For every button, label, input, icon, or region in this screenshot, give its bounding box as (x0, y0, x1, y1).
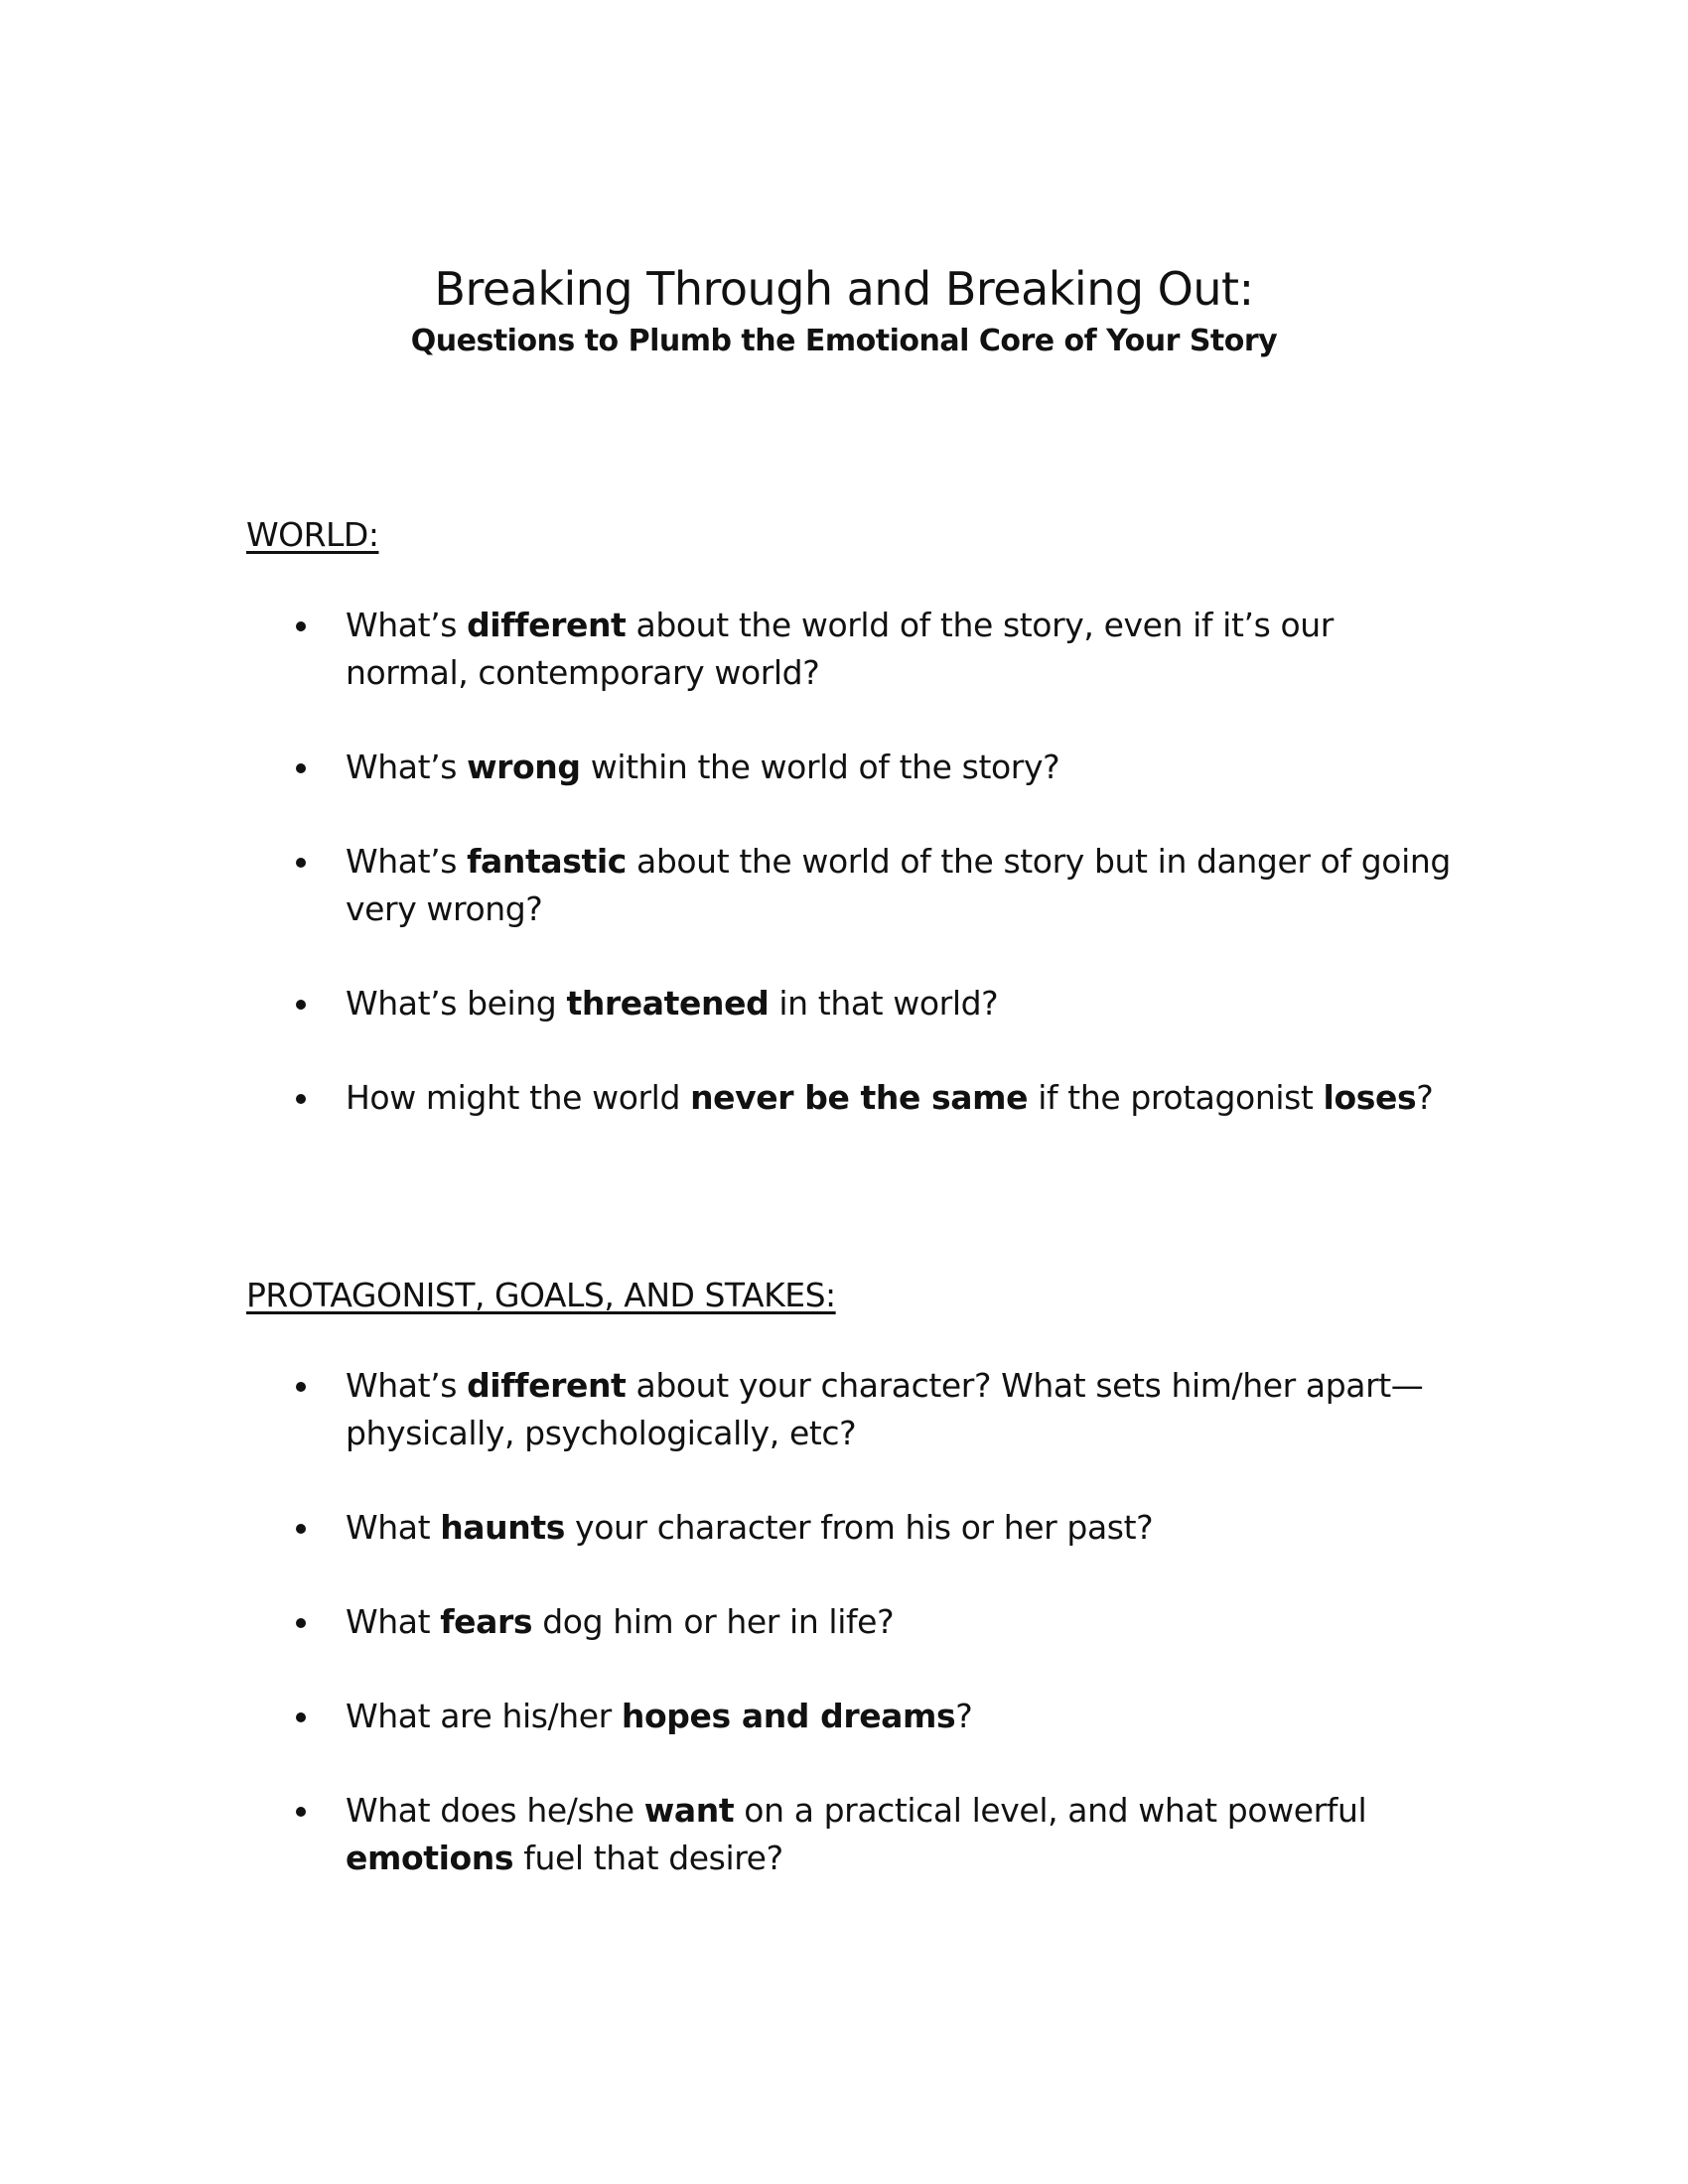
section-heading-world: WORLD: (246, 515, 379, 554)
bullet-icon (296, 621, 306, 631)
bullet-icon (296, 858, 306, 868)
question-emphasis: different (467, 606, 627, 644)
question-item (246, 1787, 1458, 1882)
question-text: What (346, 1508, 441, 1547)
question-text: What (346, 1602, 441, 1641)
question-emphasis: never be the same (690, 1078, 1029, 1117)
document-title: Breaking Through and Breaking Out: (434, 262, 1254, 316)
question-text: if the protagonist (1028, 1078, 1324, 1117)
question-emphasis: fantastic (467, 842, 627, 881)
question-item (246, 744, 1458, 791)
bullet-icon (296, 1618, 306, 1628)
question-item (246, 1504, 1458, 1552)
question-item (246, 980, 1458, 1027)
question-text: about your character? What sets him/her apart—physically, psychologically, etc? (346, 1366, 1424, 1452)
question-text: ? (955, 1697, 973, 1735)
question-item (246, 1598, 1458, 1646)
question-item (246, 838, 1458, 933)
bullet-icon (296, 1000, 306, 1010)
question-emphasis: want (643, 1791, 735, 1830)
bullet-icon (296, 1524, 306, 1534)
question-emphasis: fears (440, 1602, 533, 1641)
protagonist-question-list (246, 1362, 1458, 1882)
question-text: What does he/she (346, 1791, 644, 1830)
question-item (246, 1693, 1458, 1740)
world-question-list (246, 602, 1458, 1122)
bullet-icon (296, 763, 306, 773)
question-text: about the world of the story, even if it’s our normal, contemporary world? (346, 606, 1334, 692)
question-emphasis: wrong (467, 748, 581, 786)
question-text: What’s being (346, 984, 567, 1023)
question-emphasis: emotions (346, 1839, 514, 1877)
section-heading-protagonist: PROTAGONIST, GOALS, AND STAKES: (246, 1276, 836, 1314)
question-text: What’s (346, 1366, 468, 1405)
document-subtitle: Questions to Plumb the Emotional Core of Your Story (410, 324, 1278, 358)
question-text: What’s (346, 842, 468, 881)
bullet-icon (296, 1807, 306, 1817)
question-text: ? (1416, 1078, 1434, 1117)
question-text: What’s (346, 606, 468, 644)
question-item (246, 602, 1458, 697)
question-text: What are his/her (346, 1697, 622, 1735)
question-text: your character from his or her past? (564, 1508, 1154, 1547)
question-emphasis: hopes and dreams (621, 1697, 956, 1735)
question-text: in that world? (769, 984, 999, 1023)
question-item (246, 1074, 1458, 1122)
bullet-icon (296, 1094, 306, 1104)
title-block (0, 260, 1688, 361)
section-world (246, 512, 1458, 1168)
question-emphasis: threatened (566, 984, 770, 1023)
question-emphasis: haunts (440, 1508, 565, 1547)
question-item (246, 1362, 1458, 1457)
question-text: within the world of the story? (580, 748, 1060, 786)
question-text: What’s (346, 748, 468, 786)
section-protagonist-goals-stakes (246, 1273, 1458, 1929)
bullet-icon (296, 1382, 306, 1392)
question-emphasis: different (467, 1366, 627, 1405)
question-text: fuel that desire? (513, 1839, 783, 1877)
question-text: about the world of the story but in danger of going very wrong? (346, 842, 1451, 928)
question-text: on a practical level, and what powerful (734, 1791, 1367, 1830)
question-text: dog him or her in life? (532, 1602, 895, 1641)
bullet-icon (296, 1712, 306, 1722)
question-text: How might the world (346, 1078, 691, 1117)
question-emphasis: loses (1323, 1078, 1417, 1117)
